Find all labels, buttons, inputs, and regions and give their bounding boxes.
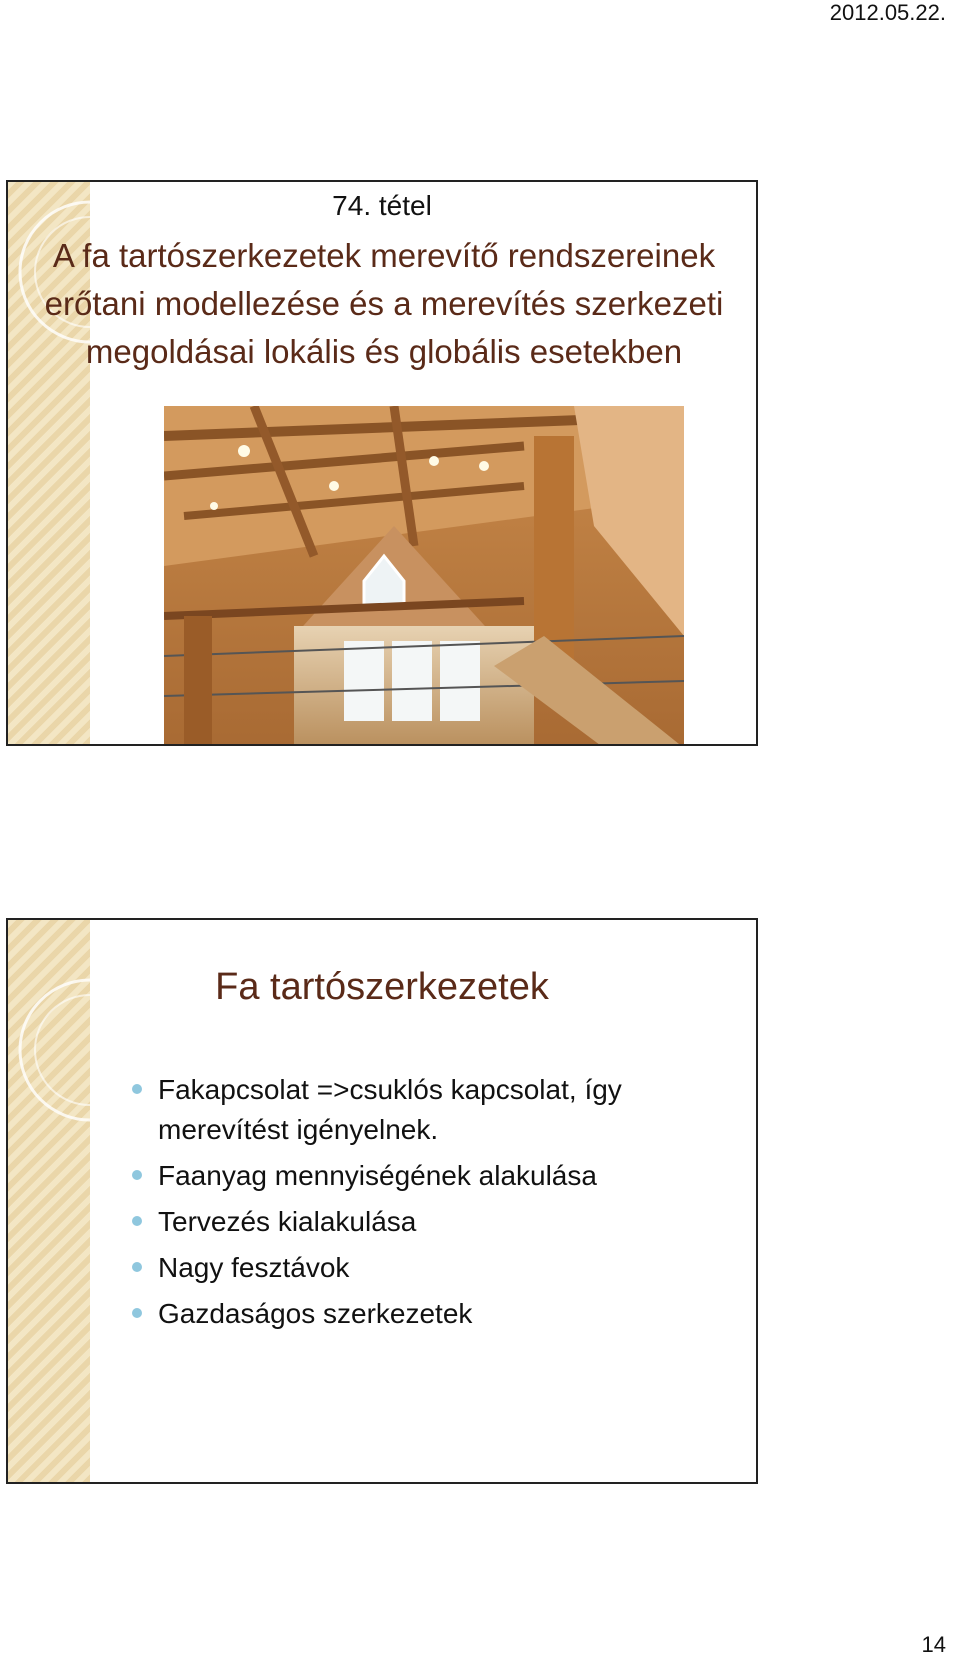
bullet-item <box>132 1156 622 1196</box>
slide-2-title: Fa tartószerkezetek <box>215 966 549 1008</box>
slide-1-title <box>6 232 758 376</box>
bullet-item <box>132 1070 622 1150</box>
slide-1 <box>6 180 758 746</box>
page-number: 14 <box>921 1632 946 1657</box>
bullet-item <box>132 1294 622 1334</box>
timber-roof-photo <box>164 406 684 746</box>
slide-1-title-line: megoldásai lokális és globális esetekben <box>85 333 683 370</box>
bullet-item <box>132 1202 622 1242</box>
bullet-text: Nagy fesztávok <box>158 1252 350 1283</box>
bullet-list <box>132 1070 622 1340</box>
slide-2 <box>6 918 758 1484</box>
bullet-text: merevítést igényelnek. <box>158 1114 439 1145</box>
bullet-text: Tervezés kialakulása <box>158 1206 417 1237</box>
bullet-text: Gazdaságos szerkezetek <box>158 1298 473 1329</box>
page-date: 2012.05.22. <box>829 0 946 25</box>
slide-1-heading: 74. tétel <box>332 190 432 221</box>
slide-1-title-line: A fa tartószerkezetek merevítő rendszereinek <box>52 237 716 274</box>
bullet-text: Fakapcsolat =>csuklós kapcsolat, így <box>158 1074 622 1105</box>
bullet-text: Faanyag mennyiségének alakulása <box>158 1160 597 1191</box>
slide-1-title-line: erőtani modellezése és a merevítés szerkezeti <box>44 285 724 322</box>
bullet-item <box>132 1248 622 1288</box>
